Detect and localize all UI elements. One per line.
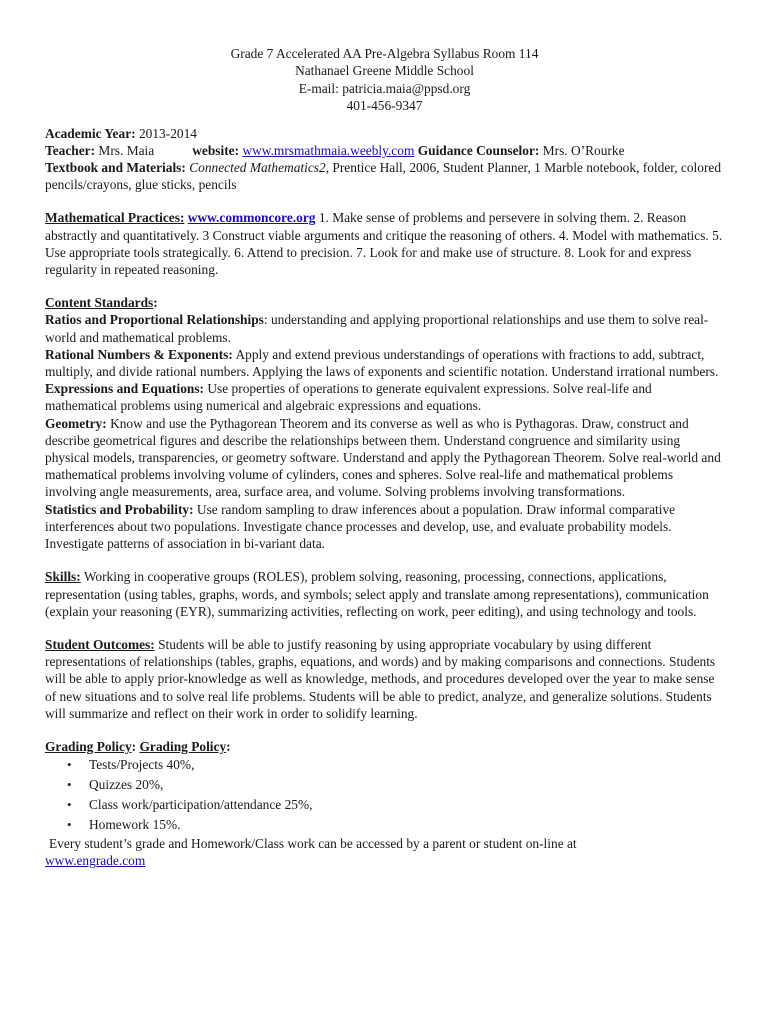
bullet-icon: • [67, 757, 72, 773]
school-name: Nathanael Greene Middle School [295, 63, 474, 79]
grading-policy [45, 738, 724, 870]
grading-heading: Grading Policy: Grading Policy: [45, 738, 231, 754]
textbook-rest: Prentice Hall, 2006, Student Planner, 1 Marble notebook, folder, colored pencils/crayons, glue sticks, pencils [45, 160, 722, 193]
standard-text: : understanding and applying proportional relationships and use them to solve real-world and mathematical problems. [45, 312, 709, 345]
grading-note-text: Every student’s grade and Homework/Class work can be accessed by a parent or student on-line at [49, 836, 577, 852]
mathematical-practices [45, 209, 724, 278]
standard-statistics [45, 501, 724, 553]
list-item: • Quizzes 20%, [67, 775, 724, 795]
standards-heading: Content Standards: [45, 295, 158, 311]
counselor-value: Mrs. O’Rourke [539, 142, 625, 158]
textbook-line [45, 159, 724, 193]
grading-label-repeat: Grading Policy [139, 738, 227, 754]
textbook-title: Connected Mathematics2, [189, 160, 330, 176]
document-title: Grade 7 Accelerated AA Pre-Algebra Syllabus Room 114 [230, 46, 539, 61]
counselor-label: Guidance Counselor: [417, 142, 540, 158]
academic-year-label: Academic Year: [45, 125, 136, 141]
skills [45, 568, 724, 620]
standard-text: Know and use the Pythagorean Theorem and its converse as well as who is Pythagoras. Draw, construct and describe geometrical figures and describe the relationships between them. Understand congruence and similarity using physical models, transparencies, or geometry software. Understand and apply the Pythagorean Theorem. Solve real-world and mathematical problems involving volume of cylinders, cones and spheres. Solve real-life and mathematical problems involving angle measurements, area, surface area, and volume. Solving problems involving transformations. [45, 415, 721, 500]
standard-name: Rational Numbers & Exponents: [45, 346, 233, 362]
standard-text: Use properties of operations to generate equivalent expressions. Solve real-life and mathematical problems using numerical and algebraic expressions and equations. [45, 381, 652, 414]
list-item: • Class work/participation/attendance 25%, [67, 795, 724, 815]
skills-label: Skills: [45, 569, 81, 585]
engrade-link[interactable]: www.engrade.com [45, 853, 146, 869]
skills-text: Working in cooperative groups (ROLES), problem solving, reasoning, processing, connections, applications, representation (using tables, graphs, words, and symbols; select apply and translate among representations), communication (explain your reasoning (EYR), summarizing activities, reflecting on work, peer editing), and using technology and tools. [45, 569, 709, 619]
email-line: E-mail: patricia.maia@ppsd.org [298, 80, 471, 96]
student-outcomes [45, 636, 724, 722]
website-link[interactable]: www.mrsmathmaia.weebly.com [242, 142, 415, 158]
bullet-icon: • [67, 797, 72, 813]
bullet-icon: • [67, 817, 72, 833]
teacher-value: Mrs. Maia [95, 142, 155, 158]
practices-label: Mathematical Practices: [45, 210, 185, 226]
document-header [45, 45, 724, 115]
standard-geometry [45, 415, 724, 501]
standard-text: Apply and extend previous understandings of operations with fractions to add, subtract, multiply, and divide rational numbers. Applying the laws of exponents and scientific notation. Understand irrational numbers. [45, 346, 719, 380]
academic-year-value: 2013-2014 [135, 125, 197, 141]
grading-label: Grading Policy [45, 738, 132, 754]
commoncore-link[interactable]: www.commoncore.org [187, 210, 316, 226]
bullet-icon: • [67, 777, 72, 793]
standard-name: Statistics and Probability: [45, 501, 194, 517]
grading-list [45, 755, 724, 835]
standard-name: Ratios and Proportional Relationships [45, 312, 264, 328]
content-standards [45, 294, 724, 552]
phone-line: 401-456-9347 [346, 98, 423, 114]
academic-year [45, 125, 724, 142]
grading-note [45, 835, 724, 869]
standards-label: Content Standards [45, 295, 154, 311]
outcomes-text: Students will be able to justify reasoning by using appropriate vocabulary by using different representations of relationships (tables, graphs, equations, and words) and by making comparisons and connections. Students will be able to apply prior-knowledge as well as knowledge, methods, and procedures developed over the year to make sense of new situations and to solve real life problems. Students will be able to predict, analyze, and generalize solutions. Students will summarize and reflect on their work in order to solidify learning. [45, 636, 716, 721]
textbook-label: Textbook and Materials: [45, 160, 186, 176]
standard-name: Geometry: [45, 415, 107, 431]
teacher-label: Teacher: [45, 142, 96, 158]
list-item: • Tests/Projects 40%, [67, 755, 724, 775]
standard-ratios [45, 311, 724, 345]
standard-text: Use random sampling to draw inferences about a population. Draw informal comparative interferences about two populations. Investigate chance processes and develop, use, and evaluate probability models. Investigate patterns of association in bi-variant data. [45, 501, 676, 552]
list-item: • Homework 15%. [67, 815, 724, 835]
outcomes-label: Student Outcomes: [45, 636, 155, 652]
teacher-line [45, 142, 724, 159]
website-label: website: [192, 142, 240, 158]
standard-name: Expressions and Equations: [45, 381, 205, 397]
standard-expressions [45, 380, 724, 414]
standard-rational-numbers [45, 346, 724, 380]
practices-text: 1. Make sense of problems and persevere in solving them. 2. Reason abstractly and quantitatively. 3 Construct viable arguments and critique the reasoning of others. 4. Model with mathematics. 5. Use appropriate tools strategically. 6. Attend to precision. 7. Look for and make use of structure. 8. Look for and express regularity in repeated reasoning. [45, 210, 723, 278]
